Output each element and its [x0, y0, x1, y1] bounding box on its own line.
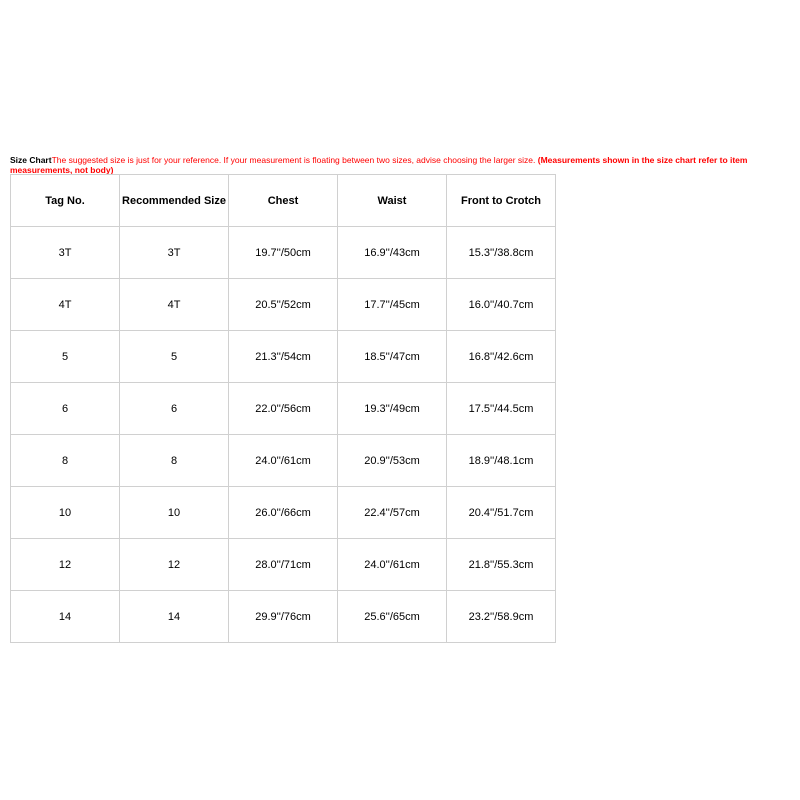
cell-front-to-crotch: 17.5''/44.5cm [447, 383, 556, 435]
cell-tag-no: 5 [11, 331, 120, 383]
cell-recommended-size: 14 [120, 591, 229, 643]
size-chart-table [10, 174, 556, 643]
cell-tag-no: 12 [11, 539, 120, 591]
cell-front-to-crotch: 15.3''/38.8cm [447, 227, 556, 279]
cell-chest: 24.0''/61cm [229, 435, 338, 487]
table-row [11, 227, 556, 279]
cell-tag-no: 8 [11, 435, 120, 487]
cell-tag-no: 3T [11, 227, 120, 279]
size-chart-title: Size Chart [10, 155, 52, 165]
cell-front-to-crotch: 23.2''/58.9cm [447, 591, 556, 643]
cell-recommended-size: 6 [120, 383, 229, 435]
measurement-note: (Measurements shown in the size chart refer to item measurements, not body) [10, 155, 748, 175]
cell-recommended-size: 3T [120, 227, 229, 279]
cell-waist: 20.9''/53cm [338, 435, 447, 487]
cell-waist: 19.3''/49cm [338, 383, 447, 435]
cell-recommended-size: 8 [120, 435, 229, 487]
cell-tag-no: 4T [11, 279, 120, 331]
header-chest: Chest [229, 175, 338, 227]
table-header-row [11, 175, 556, 227]
cell-recommended-size: 10 [120, 487, 229, 539]
cell-waist: 16.9''/43cm [338, 227, 447, 279]
cell-front-to-crotch: 16.0''/40.7cm [447, 279, 556, 331]
size-chart-caption [10, 155, 790, 175]
cell-front-to-crotch: 20.4''/51.7cm [447, 487, 556, 539]
cell-waist: 25.6''/65cm [338, 591, 447, 643]
cell-chest: 21.3''/54cm [229, 331, 338, 383]
cell-waist: 17.7''/45cm [338, 279, 447, 331]
cell-chest: 29.9''/76cm [229, 591, 338, 643]
header-front-to-crotch: Front to Crotch [447, 175, 556, 227]
cell-chest: 19.7''/50cm [229, 227, 338, 279]
cell-front-to-crotch: 16.8''/42.6cm [447, 331, 556, 383]
cell-waist: 24.0''/61cm [338, 539, 447, 591]
table-row [11, 487, 556, 539]
cell-chest: 22.0''/56cm [229, 383, 338, 435]
cell-recommended-size: 12 [120, 539, 229, 591]
cell-recommended-size: 5 [120, 331, 229, 383]
size-advice-note: The suggested size is just for your reference. If your measurement is floating between two sizes, advise choosing the larger size. [51, 155, 536, 165]
table-row [11, 591, 556, 643]
cell-front-to-crotch: 21.8''/55.3cm [447, 539, 556, 591]
header-tag-no: Tag No. [11, 175, 120, 227]
cell-tag-no: 14 [11, 591, 120, 643]
table-row [11, 279, 556, 331]
header-waist: Waist [338, 175, 447, 227]
cell-chest: 26.0''/66cm [229, 487, 338, 539]
cell-tag-no: 6 [11, 383, 120, 435]
table-row [11, 383, 556, 435]
table-row [11, 539, 556, 591]
cell-recommended-size: 4T [120, 279, 229, 331]
cell-chest: 28.0''/71cm [229, 539, 338, 591]
cell-waist: 22.4''/57cm [338, 487, 447, 539]
cell-waist: 18.5''/47cm [338, 331, 447, 383]
cell-front-to-crotch: 18.9''/48.1cm [447, 435, 556, 487]
header-recommended-size: Recommended Size [120, 175, 229, 227]
table-row [11, 435, 556, 487]
cell-tag-no: 10 [11, 487, 120, 539]
cell-chest: 20.5''/52cm [229, 279, 338, 331]
table-row [11, 331, 556, 383]
